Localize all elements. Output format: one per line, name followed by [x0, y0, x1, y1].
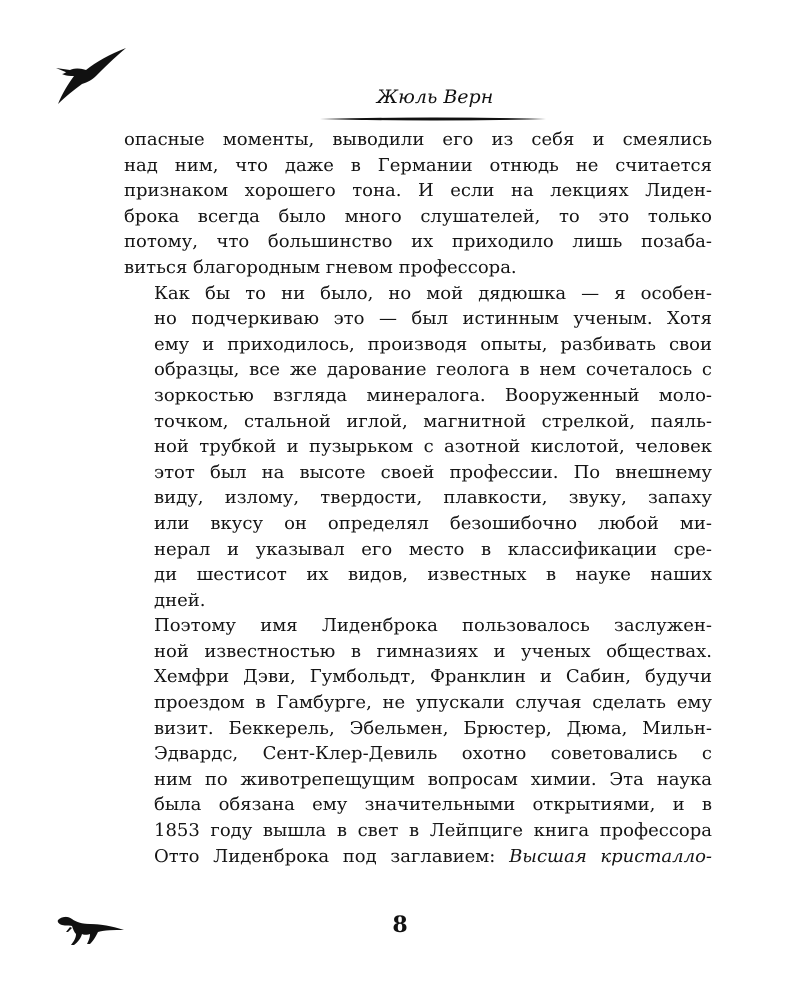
text-line: опасные моменты, выводили его из себя и смеялись [124, 129, 712, 150]
paragraph-1 [124, 127, 712, 281]
text-line: или вкусу он определял безошибочно любой ми- [154, 512, 712, 534]
text-line: Поэтому имя Лиденброка пользовалось заслужен- [154, 615, 712, 637]
paragraph-3 [124, 613, 712, 869]
body-text [124, 127, 712, 869]
text-line: точком, стальной иглой, магнитной стрелкой, паяль- [154, 410, 712, 432]
text-line: дней. [154, 589, 206, 611]
text-line: над ним, что даже в Германии отнюдь не считается [124, 154, 712, 176]
text-line: нерал и указывал его место в классификации сре- [154, 538, 712, 560]
text-line: визит. Беккерель, Эбельмен, Брюстер, Дюма, Мильн- [154, 717, 712, 739]
text-segment: Отто Лиденброка под заглавием: [154, 845, 496, 867]
text-line: Хемфри Дэви, Гумбольдт, Франклин и Сабин, будучи [154, 666, 712, 688]
text-line: ной трубкой и пузырьком с азотной кислотой, человек [154, 436, 712, 458]
text-line: Как бы то ни было, но мой дядюшка — я особен- [154, 282, 712, 304]
paragraph-2 [124, 281, 712, 614]
running-title: Жюль Верн [376, 86, 494, 108]
text-line: 1853 году вышла в свет в Лейпциге книга профессора [154, 820, 712, 842]
pterodactyl-icon [52, 46, 130, 108]
text-line: ди шестисот их видов, известных в науке наших [154, 564, 712, 586]
dinosaur-icon [56, 912, 126, 946]
text-line: признаком хорошего тона. И если на лекциях Лиден- [124, 180, 712, 202]
text-line: Эдвардс, Сент-Клер-Девиль охотно советовались с [154, 743, 712, 765]
text-line: этот был на высоте своей профессии. По внешнему [154, 461, 712, 483]
text-line: но подчеркиваю это — был истинным ученым. Хотя [154, 308, 712, 330]
text-line: брока всегда было много слушателей, то это только [124, 205, 712, 227]
text-line: потому, что большинство их приходило лишь позаба- [124, 231, 712, 253]
text-line: образцы, все же дарование геолога в нем сочеталось с [154, 359, 712, 381]
text-line: ему и приходилось, производя опыты, разбивать свои [154, 333, 712, 355]
header-rule [320, 116, 546, 122]
page-number: 8 [392, 912, 408, 938]
text-line: ной известностью в гимназиях и ученых обществах. [154, 640, 712, 662]
text-line: виться благородным гневом профессора. [124, 256, 517, 278]
text-line: зоркостью взгляда минералога. Вооруженный моло- [154, 384, 712, 406]
text-line: была обязана ему значительными открытиями, и в [154, 794, 712, 816]
text-line: проездом в Гамбурге, не упускали случая сделать ему [154, 692, 712, 714]
text-line-last [124, 844, 712, 870]
text-line: виду, излому, твердости, плавкости, звуку, запаху [154, 487, 712, 509]
book-title-italic: Высшая кристалло- [509, 845, 712, 867]
text-line: ним по животрепещущим вопросам химии. Эта наука [154, 768, 712, 790]
